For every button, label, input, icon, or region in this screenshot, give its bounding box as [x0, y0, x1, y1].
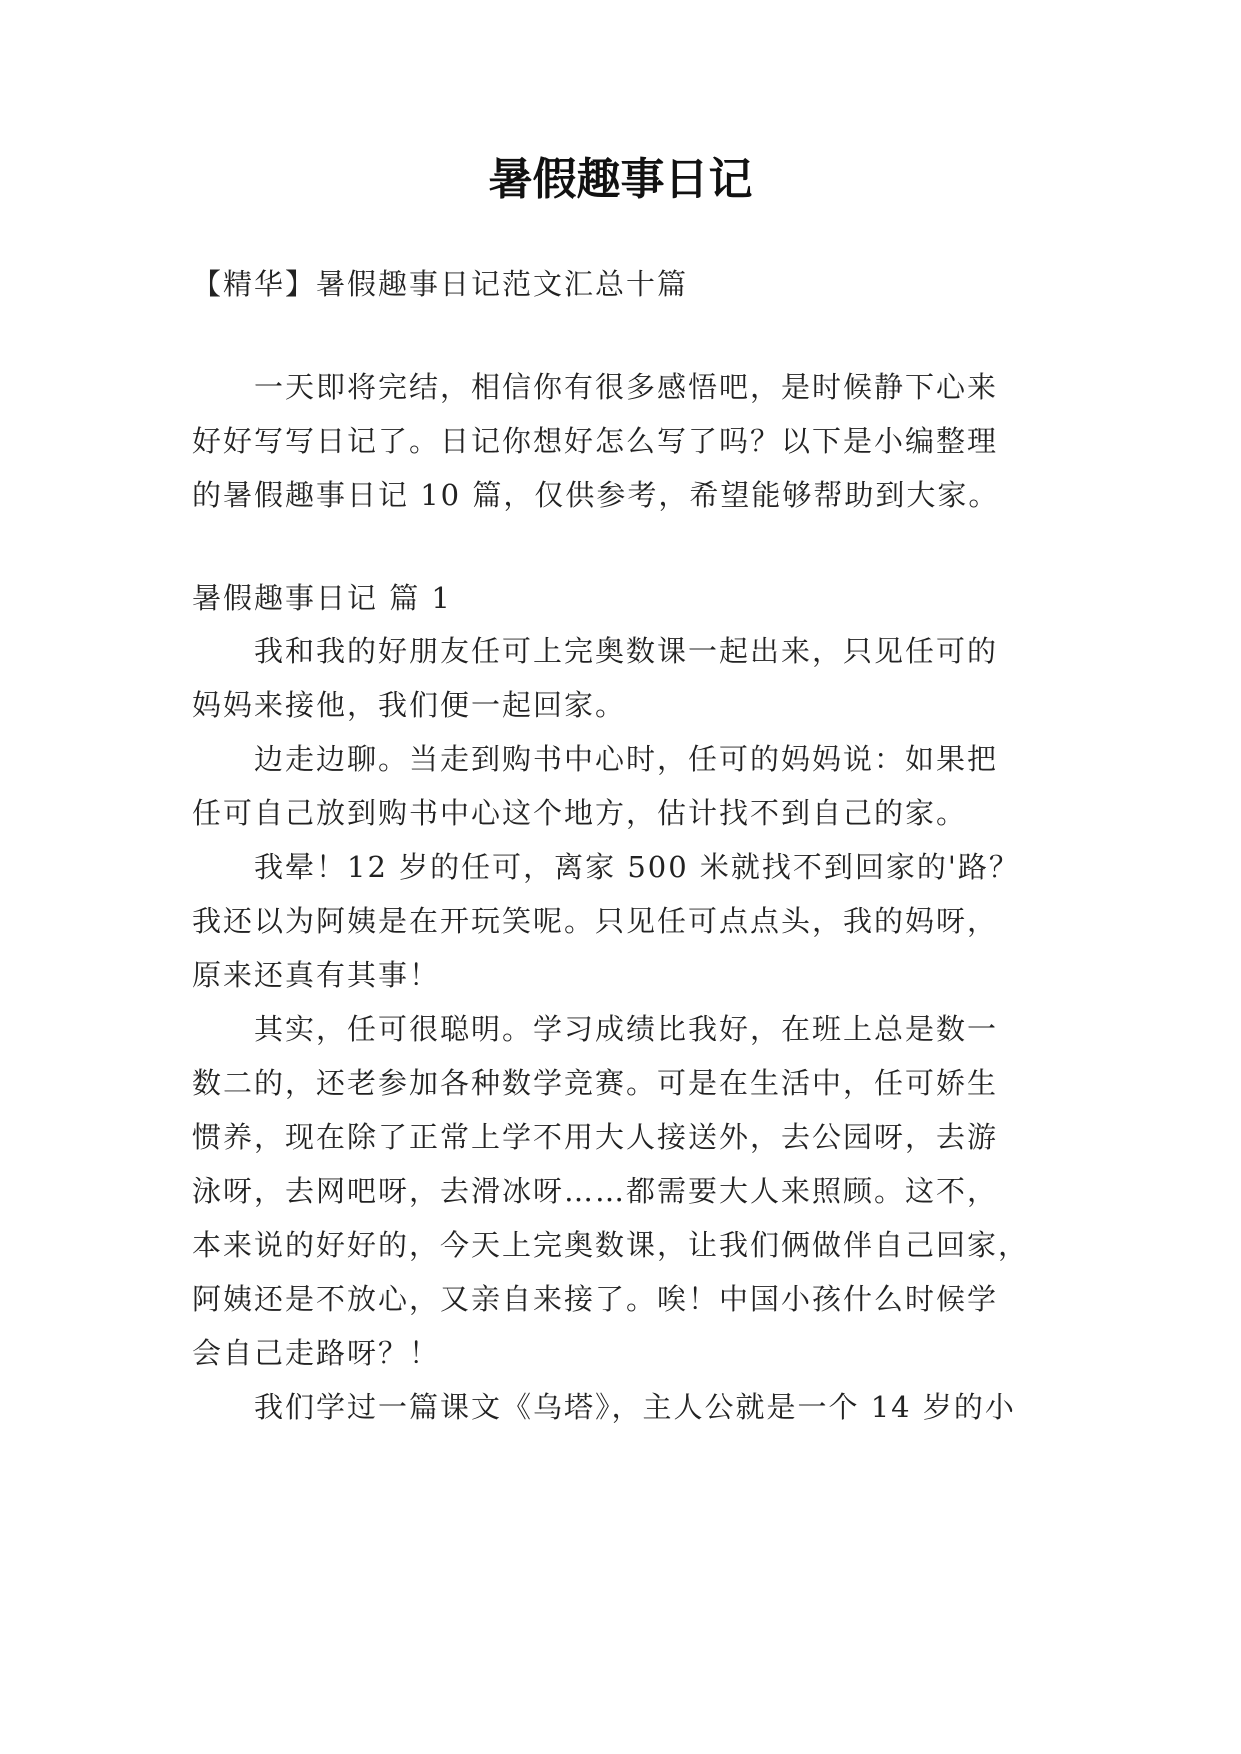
body-line: 我还以为阿姨是在开玩笑呢。只见任可点点头，我的妈呀， [192, 904, 999, 938]
body-line: 惯养，现在除了正常上学不用大人接送外，去公园呀，去游 [192, 1120, 999, 1154]
intro-line: 一天即将完结，相信你有很多感悟吧，是时候静下心来 [254, 370, 999, 404]
intro-line: 的暑假趣事日记 10 篇，仅供参考，希望能够帮助到大家。 [192, 478, 1000, 512]
body-line: 我晕！12 岁的任可，离家 500 米就找不到回家的'路？ [254, 850, 1020, 884]
intro-line: 好好写写日记了。日记你想好怎么写了吗？以下是小编整理 [192, 424, 999, 458]
body-line: 我和我的好朋友任可上完奥数课一起出来，只见任可的 [254, 634, 999, 668]
body-line: 泳呀，去网吧呀，去滑冰呀……都需要大人来照顾。这不， [192, 1174, 999, 1208]
body-line: 边走边聊。当走到购书中心时，任可的妈妈说：如果把 [254, 742, 999, 776]
body-line: 妈妈来接他，我们便一起回家。 [192, 688, 627, 722]
body-line: 会自己走路呀？！ [192, 1336, 441, 1370]
section-heading: 暑假趣事日记 篇 1 [192, 581, 452, 615]
body-line: 原来还真有其事！ [192, 958, 441, 992]
body-line: 本来说的好好的，今天上完奥数课，让我们俩做伴自己回家， [192, 1228, 1030, 1262]
document-subtitle: 【精华】暑假趣事日记范文汇总十篇 [192, 267, 689, 301]
document-title: 暑假趣事日记 [488, 154, 753, 205]
body-line: 数二的，还老参加各种数学竞赛。可是在生活中，任可娇生 [192, 1066, 999, 1100]
body-line: 我们学过一篇课文《乌塔》，主人公就是一个 14 岁的小 [254, 1390, 1016, 1424]
body-line: 其实，任可很聪明。学习成绩比我好，在班上总是数一 [254, 1012, 999, 1046]
body-line: 阿姨还是不放心，又亲自来接了。唉！中国小孩什么时候学 [192, 1282, 999, 1316]
body-line: 任可自己放到购书中心这个地方，估计找不到自己的家。 [192, 796, 968, 830]
